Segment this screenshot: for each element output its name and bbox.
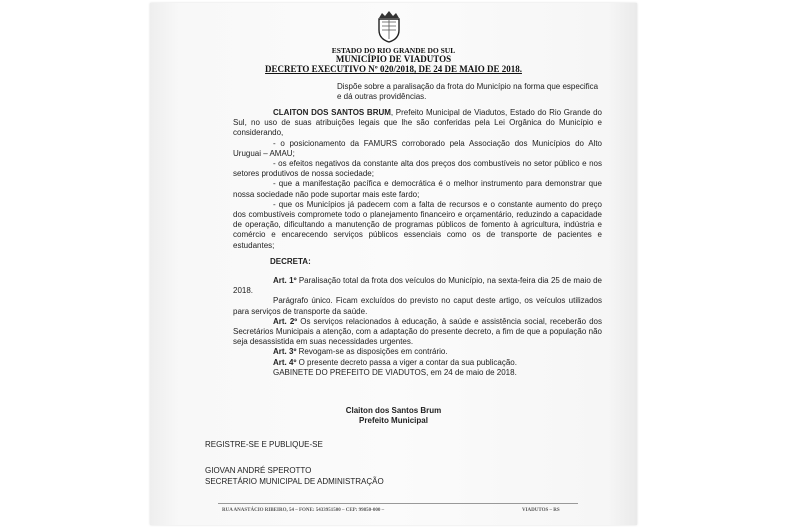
signature-name: Claiton dos Santos Brum: [345, 406, 442, 415]
municipality-heading: MUNICÍPIO DE VIADUTOS: [335, 54, 452, 64]
preamble: [233, 108, 602, 139]
decree-summary: Dispõe sobre a paralisação da frota do Município na forma que especifica e dá outras providências.: [337, 82, 599, 101]
footer-divider: [218, 503, 578, 504]
consideration-item: - que a manifestação pacífica e democrática é o melhor instrumento para demonstrar que nossa sociedade não pode suportar mais este fardo;: [233, 179, 602, 199]
article-2: [233, 317, 602, 348]
state-heading: ESTADO DO RIO GRANDE DO SUL: [331, 46, 456, 55]
consideration-item: - o posicionamento da FAMURS corroborado pela Associação dos Municípios do Alto Uruguai – AMAU;: [233, 138, 602, 158]
mayor-name: CLAITON DOS SANTOS BRUM: [273, 108, 391, 117]
municipal-crest-icon: [374, 9, 404, 43]
article-3-label: Art. 3º: [273, 347, 297, 357]
article-1-label: Art. 1º: [273, 276, 297, 286]
footer: [222, 508, 582, 513]
article-1-text: Paralisação total da frota dos veículos do Município, na sexta-feira dia 25 de maio de 2018.: [233, 276, 603, 296]
article-3: [233, 347, 602, 357]
closing-line: GABINETE DO PREFEITO DE VIADUTOS, em 24 de maio de 2018.: [273, 367, 517, 377]
article-1: [233, 276, 602, 296]
footer-address: RUA ANASTÁCIO RIBEIRO, 54 – FONE: 5433951500 – CEP: 99850-000 –: [222, 508, 385, 513]
decreta-heading: DECRETA:: [270, 256, 311, 266]
consideration-item: - os efeitos negativos da constante alta dos preços dos combustíveis no setor público e nos setores produtivos de nossa sociedade;: [233, 159, 602, 179]
preamble-text: , Prefeito Municipal de Viadutos, Estado do Rio Grande do Sul, no uso de suas atribuições legais que lhe são conferidas pela Lei Orgânica do Município e considerando,: [233, 108, 602, 138]
secretary-role: SECRETÁRIO MUNICIPAL DE ADMINISTRAÇÃO: [205, 477, 384, 486]
paragrafo-unico: Parágrafo único. Ficam excluídos do previsto no caput deste artigo, os veículos utilizados para serviços de transporte da saúde.: [233, 296, 602, 316]
consideration-item: - que os Municípios já padecem com a falta de recursos e o constante aumento do preço dos combustíveis compromete todo o planejamento financeiro e orçamentário, reduzindo a capacidade de operação, dificultando a manutenção de programas públicos de fomento à agricultura, indústria e comércio e encarecendo serviços públicos essenciais como os de transporte de pacientes e estudantes;: [233, 199, 602, 250]
decree-document: [150, 3, 637, 525]
article-4-text: O presente decreto passa a viger a contar da sua publicação.: [296, 357, 517, 367]
article-4-label: Art. 4º: [273, 357, 297, 367]
decree-body: [233, 108, 602, 378]
article-3-text: Revogam-se as disposições em contrário.: [296, 347, 448, 357]
decree-title: DECRETO EXECUTIVO Nº 020/2018, DE 24 DE MAIO DE 2018.: [265, 64, 522, 74]
article-2-text: Os serviços relacionados à educação, à saúde e assistência social, receberão dos Secretários Municipais a atenção, com a adaptação do presente decreto, a fim de que a população não seja desassistida em suas necessidades urgentes.: [233, 316, 602, 347]
footer-location: VIADUTOS – RS: [522, 508, 560, 513]
signature-title: Prefeito Municipal: [359, 416, 428, 425]
register-line: REGISTRE-SE E PUBLIQUE-SE: [205, 440, 323, 449]
article-2-label: Art. 2º: [273, 316, 298, 326]
secretary-name: GIOVAN ANDRÉ SPEROTTO: [205, 466, 312, 475]
article-4: [233, 358, 602, 368]
